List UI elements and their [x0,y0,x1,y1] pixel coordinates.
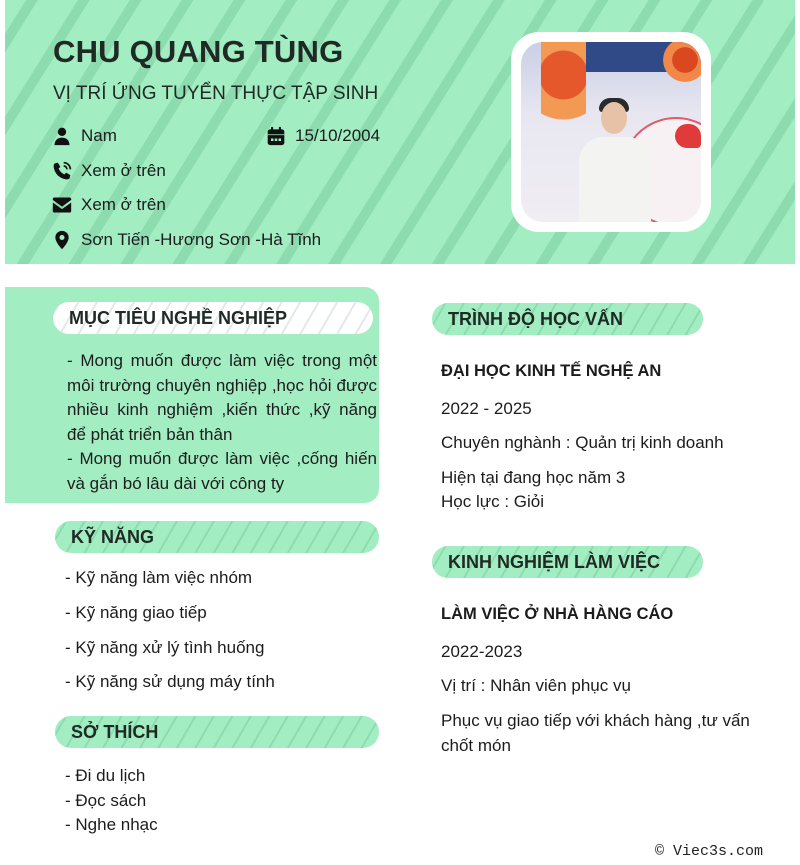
address-row [52,230,321,250]
experience-period: 2022-2023 [441,642,523,661]
user-icon [52,126,72,146]
school-name: ĐẠI HỌC KINH TẾ NGHỆ AN [441,362,662,380]
hobbies-list [65,764,158,838]
skill-item: - Kỹ năng giao tiếp [65,603,207,622]
email-value: Xem ở trên [81,195,166,214]
hobby-item: - Đọc sách [65,790,147,810]
experience-description: Phục vụ giao tiếp với khách hàng ,tư vấn chốt món [441,711,750,755]
skill-item: - Kỹ năng làm việc nhóm [65,568,253,587]
objective-paragraph: - Mong muốn được làm việc trong một môi trường chuyên nghiệp ,học hỏi được nhiều kinh nghiệm ,kiến thức ,kỹ năng để phát triển bản thân [67,351,377,444]
objective-title: MỤC TIÊU NGHỀ NGHIỆP [69,307,288,328]
hobby-item: - Nghe nhạc [65,815,158,834]
profile-photo [521,42,701,222]
experience-role: Vị trí : Nhân viên phục vụ [441,676,631,695]
objective-paragraph: - Mong muốn được làm việc ,cống hiến và gắn bó lâu dài với công ty [67,449,377,493]
hobbies-heading [55,716,379,748]
skill-item: - Kỹ năng sử dụng máy tính [65,672,275,691]
objective-heading [53,302,373,334]
footer-credit: © Viec3s.com [655,843,764,860]
address-value: Sơn Tiến -Hương Sơn -Hà Tĩnh [81,230,322,249]
objective-text [67,349,377,496]
envelope-icon [52,195,72,215]
birthday-row [266,126,380,146]
education-grade: Học lực : Giỏi [441,492,545,511]
email-row [52,195,166,215]
cv-header [5,0,795,264]
experience-heading [432,546,703,578]
phone-icon [52,161,72,181]
education-status: Hiện tại đang học năm 3 [441,468,626,487]
phone-value: Xem ở trên [81,161,166,180]
education-period: 2022 - 2025 [441,399,532,418]
gender-value: Nam [81,126,117,145]
gender-row [52,126,117,146]
experience-title: KINH NGHIỆM LÀM VIỆC [448,551,661,572]
skills-title: KỸ NĂNG [71,526,155,547]
calendar-icon [266,126,286,146]
skills-heading [55,521,379,553]
hobbies-title: SỞ THÍCH [71,721,159,742]
birthday-value: 15/10/2004 [295,126,381,145]
applied-position: VỊ TRÍ ỨNG TUYỂN THỰC TẬP SINH [53,83,379,104]
education-major: Chuyên nghành : Quản trị kinh doanh [441,433,724,452]
education-title: TRÌNH ĐỘ HỌC VẤN [448,308,623,329]
profile-photo-frame [511,32,711,232]
company-name: LÀM VIỆC Ở NHÀ HÀNG CÁO [441,605,674,623]
hobby-item: - Đi du lịch [65,766,146,785]
skills-list [65,568,275,706]
candidate-name: CHU QUANG TÙNG [53,34,344,69]
skill-item: - Kỹ năng xử lý tình huống [65,638,265,657]
location-pin-icon [52,230,72,250]
education-heading [432,303,703,335]
phone-row [52,161,166,181]
